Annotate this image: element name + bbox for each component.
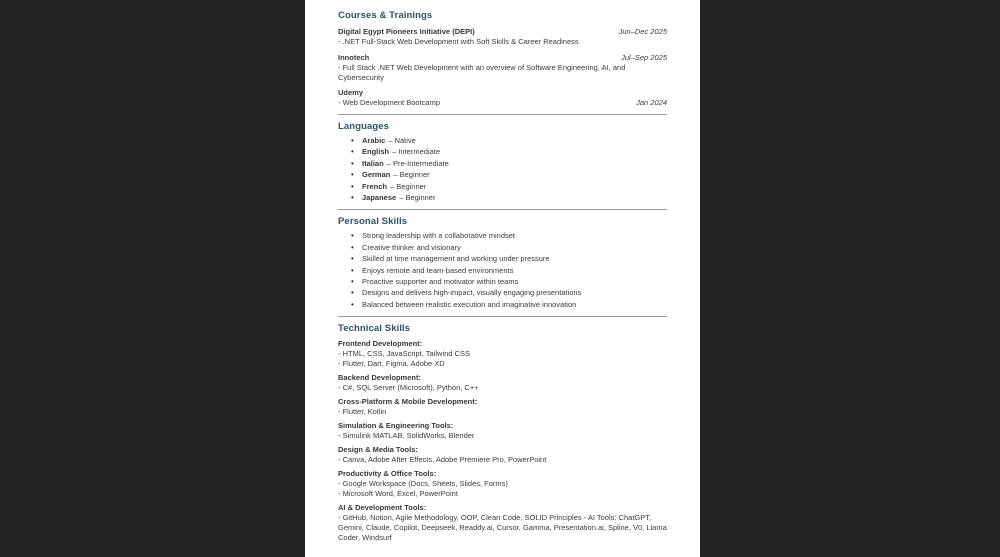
section-divider xyxy=(338,114,667,115)
resume-page xyxy=(305,0,700,557)
section-heading-personal-skills: Personal Skills xyxy=(338,216,408,228)
language-item xyxy=(338,192,667,203)
personal-skill-item: • Enjoys remote and team-based environments xyxy=(338,265,667,276)
personal-skill-item: • Balanced between realistic execution and imaginative innovation xyxy=(338,299,667,310)
course-entry xyxy=(338,53,667,83)
skill-group-title: Design & Media Tools: xyxy=(338,445,418,455)
course-entry xyxy=(338,88,667,108)
skill-group-line: - Simulink MATLAB, SolidWorks, Blender xyxy=(338,431,475,441)
language-item xyxy=(338,146,667,157)
language-level: – Intermediate xyxy=(392,147,441,157)
skill-group xyxy=(338,373,667,393)
skill-group-line: - GitHub, Notion, Agile Methodology, OOP, Clean Code, SOLID Principles - AI Tools: ChatGPT, Gemini, Claude, Copilot, Deepseek, Readdy.ai, Cursor, Gamma, Presentation.ai, Spline, V0, Llama Coder, Windsurf xyxy=(338,513,667,543)
course-date: Jul–Sep 2025 xyxy=(621,53,667,62)
section-heading-courses: Courses & Trainings xyxy=(338,10,433,21)
skill-group-line: - Microsoft Word, Excel, PowerPoint xyxy=(338,489,458,499)
course-date: Jan 2024 xyxy=(636,98,667,107)
skill-group-title: Productivity & Office Tools: xyxy=(338,469,437,479)
language-item xyxy=(338,181,667,192)
skill-group-title: Frontend Development: xyxy=(338,339,423,349)
course-title: Udemy xyxy=(338,88,364,97)
personal-skill-item: • Creative thinker and visionary xyxy=(338,242,667,253)
skill-group-line: - HTML, CSS, JavaScript, Tailwind CSS xyxy=(338,349,470,359)
course-date: Jun–Dec 2025 xyxy=(618,27,667,36)
skill-group-title: Backend Development: xyxy=(338,373,421,383)
language-name: Arabic xyxy=(362,136,386,145)
personal-skill-item: • Designs and delivers high-impact, visually engaging presentations xyxy=(338,287,667,298)
language-level: – Beginner xyxy=(393,170,430,180)
skill-group xyxy=(338,339,667,369)
skill-group-line: - C#, SQL Server (Microsoft), Python, C++ xyxy=(338,383,479,393)
skill-group xyxy=(338,397,667,417)
language-item xyxy=(338,169,667,180)
course-detail: - Web Development Bootcamp xyxy=(338,98,440,107)
language-name: English xyxy=(362,147,390,157)
language-item xyxy=(338,135,667,146)
skill-group-line: - Google Workspace (Docs, Sheets, Slides, Forms) xyxy=(338,479,508,489)
skill-group xyxy=(338,503,667,543)
languages-list xyxy=(338,135,667,203)
language-level: – Beginner xyxy=(399,193,436,203)
skill-group-title: Cross-Platform & Mobile Development: xyxy=(338,397,478,407)
course-entry-head xyxy=(338,88,667,98)
language-name: German xyxy=(362,170,391,180)
course-detail: - .NET Full-Stack Web Development with Soft Skills & Career Readiness xyxy=(338,37,579,46)
section-heading-languages: Languages xyxy=(338,121,390,132)
section-divider xyxy=(338,209,667,210)
language-name: Italian xyxy=(362,158,384,168)
language-item xyxy=(338,158,667,169)
language-level: – Native xyxy=(388,136,416,145)
personal-skill-item: • Proactive supporter and motivator within teams xyxy=(338,276,667,287)
section-personal-skills xyxy=(338,216,667,310)
section-courses xyxy=(338,10,667,108)
skill-group xyxy=(338,445,667,465)
section-divider xyxy=(338,316,667,317)
skill-group-title: AI & Development Tools: xyxy=(338,503,427,513)
section-technical-skills xyxy=(338,323,667,543)
language-level: – Beginner xyxy=(390,181,427,191)
course-entry-head xyxy=(338,27,667,37)
skill-group-line: - Canva, Adobe After Effects, Adobe Premiere Pro, PowerPoint xyxy=(338,455,547,465)
skill-group xyxy=(338,421,667,441)
course-entry-head xyxy=(338,53,667,63)
language-level: – Pre-Intermediate xyxy=(386,158,449,168)
skill-group-title: Simulation & Engineering Tools: xyxy=(338,421,454,431)
course-detail: - Full Stack .NET Web Development with an overview of Software Engineering, AI, and Cybersecurity xyxy=(338,63,626,82)
course-title: Innotech xyxy=(338,53,370,62)
personal-skill-item: • Strong leadership with a collaborative mindset xyxy=(338,230,667,241)
section-heading-technical-skills: Technical Skills xyxy=(338,323,411,335)
personal-skills-list xyxy=(338,230,667,310)
skill-group xyxy=(338,469,667,499)
section-languages xyxy=(338,121,667,203)
language-name: French xyxy=(362,181,388,191)
course-entry xyxy=(338,27,667,47)
language-name: Japanese xyxy=(362,193,397,203)
course-title: Digital Egypt Pioneers Initiative (DEPI) xyxy=(338,27,475,36)
personal-skill-item: • Skilled at time management and working under pressure xyxy=(338,253,667,264)
skill-group-line: - Flutter, Kotlin xyxy=(338,407,387,417)
course-detail-row xyxy=(338,98,667,108)
skill-group-line: - Flutter, Dart, Figma, Adobe XD xyxy=(338,359,445,369)
